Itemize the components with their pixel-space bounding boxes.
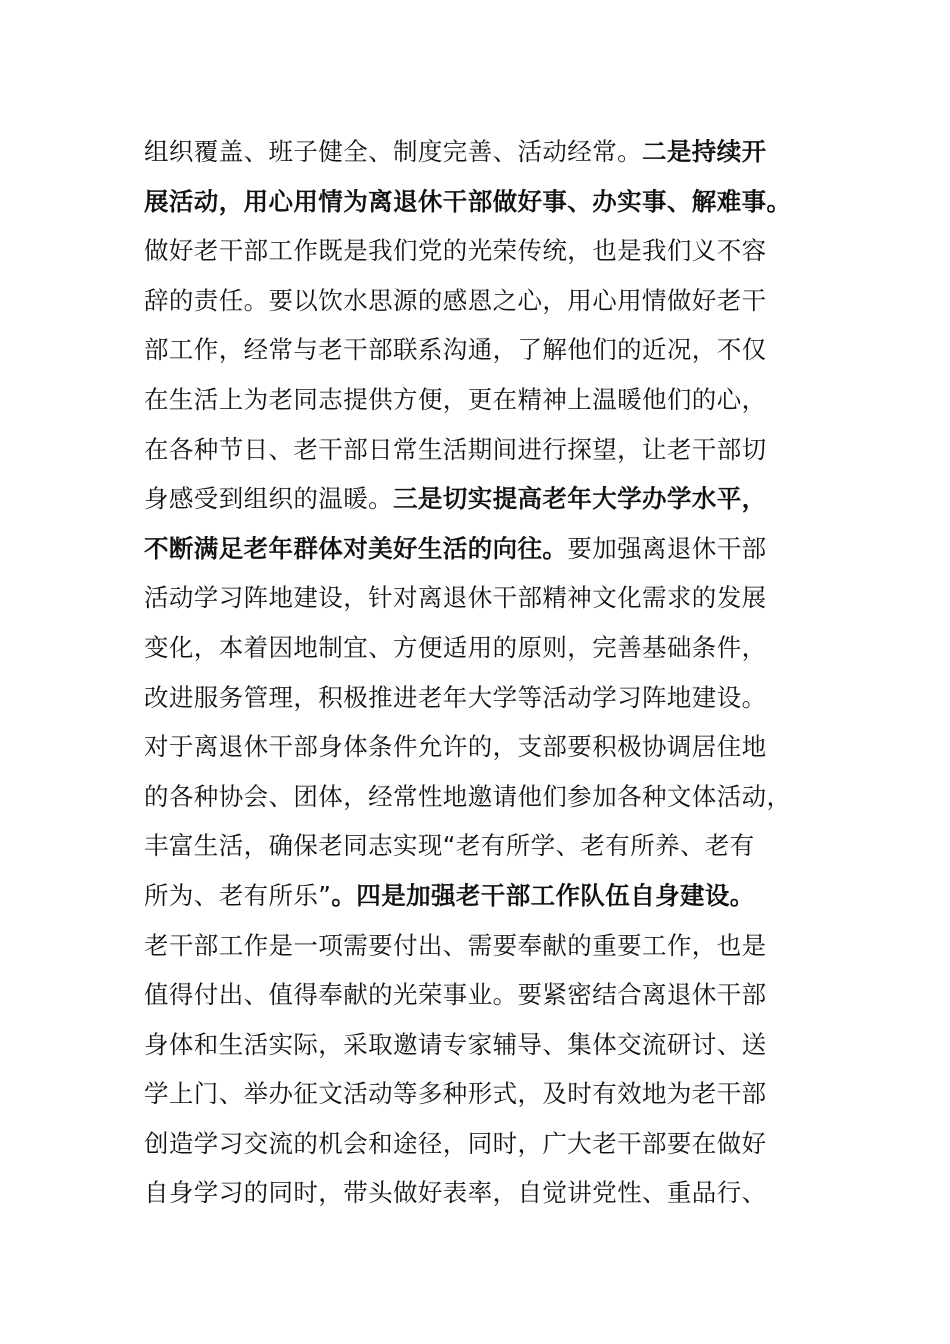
bold-text-segment: 二是持续开 xyxy=(642,137,767,166)
body-text xyxy=(144,127,814,1218)
text-segment: 创造学习交流的机会和途径，同时，广大老干部要在做好 xyxy=(144,1128,767,1158)
text-segment: 辞的责任。要以饮水思源的感恩之心，用心用情做好老干 xyxy=(144,285,767,315)
text-segment: 学上门、举办征文活动等多种形式，及时有效地为老干部 xyxy=(144,1079,767,1109)
text-segment: 值得付出、值得奉献的光荣事业。要紧密结合离退休干部 xyxy=(144,980,767,1010)
text-segment: 对于离退休干部身体条件允许的，支部要积极协调居住地 xyxy=(144,732,767,762)
text-segment: 要加强离退休干部 xyxy=(567,533,767,563)
text-segment: 自身学习的同时，带头做好表率，自觉讲党性、重品行、 xyxy=(144,1178,767,1208)
text-line xyxy=(144,921,814,971)
text-line xyxy=(144,474,814,524)
text-line xyxy=(144,821,814,871)
text-line xyxy=(144,226,814,276)
text-line xyxy=(144,722,814,772)
text-line xyxy=(144,177,814,227)
text-segment: 身感受到组织的温暖。 xyxy=(144,484,393,514)
text-line xyxy=(144,375,814,425)
text-segment: 的各种协会、团体，经常性地邀请他们参加各种文体活动， xyxy=(144,781,792,811)
text-segment: 部工作，经常与老干部联系沟通，了解他们的近况，不仅 xyxy=(144,335,767,365)
text-segment: 在生活上为老同志提供方便，更在精神上温暖他们的心， xyxy=(144,384,767,414)
text-line xyxy=(144,970,814,1020)
text-line xyxy=(144,524,814,574)
text-line xyxy=(144,276,814,326)
text-line xyxy=(144,425,814,475)
text-line xyxy=(144,1069,814,1119)
text-segment: 改进服务管理，积极推进老年大学等活动学习阵地建设。 xyxy=(144,682,767,712)
bold-text-segment: 不断满足老年群体对美好生活的向往。 xyxy=(144,533,568,563)
bold-text-segment: 展活动，用心用情为离退休干部做好事、办实事、解难事。 xyxy=(144,186,792,216)
text-segment: 组织覆盖、班子健全、制度完善、活动经常。 xyxy=(144,137,642,166)
text-segment: 变化，本着因地制宜、方便适用的原则，完善基础条件， xyxy=(144,632,767,662)
bold-text-segment: 三是切实提高老年大学办学水平， xyxy=(393,484,767,514)
text-segment: 老干部工作是一项需要付出、需要奉献的重要工作，也是 xyxy=(144,930,767,960)
text-segment: 活动学习阵地建设，针对离退休干部精神文化需求的发展 xyxy=(144,583,767,613)
text-line xyxy=(144,623,814,673)
text-line xyxy=(144,573,814,623)
text-segment: 所为、老有所乐” xyxy=(144,880,332,910)
text-line xyxy=(144,871,814,921)
text-line xyxy=(144,772,814,822)
text-line xyxy=(144,1119,814,1169)
text-line xyxy=(144,127,814,177)
text-line xyxy=(144,325,814,375)
bold-text-segment: 。四是加强老干部工作队伍自身建设。 xyxy=(331,880,755,910)
text-segment: 身体和生活实际，采取邀请专家辅导、集体交流研讨、送 xyxy=(144,1029,767,1059)
text-segment: 做好老干部工作既是我们党的光荣传统，也是我们义不容 xyxy=(144,236,767,266)
text-line xyxy=(144,673,814,723)
text-line xyxy=(144,1168,814,1218)
text-segment: 在各种节日、老干部日常生活期间进行探望，让老干部切 xyxy=(144,434,767,464)
text-line xyxy=(144,1020,814,1070)
text-segment: 丰富生活，确保老同志实现“老有所学、老有所养、老有 xyxy=(144,831,755,861)
